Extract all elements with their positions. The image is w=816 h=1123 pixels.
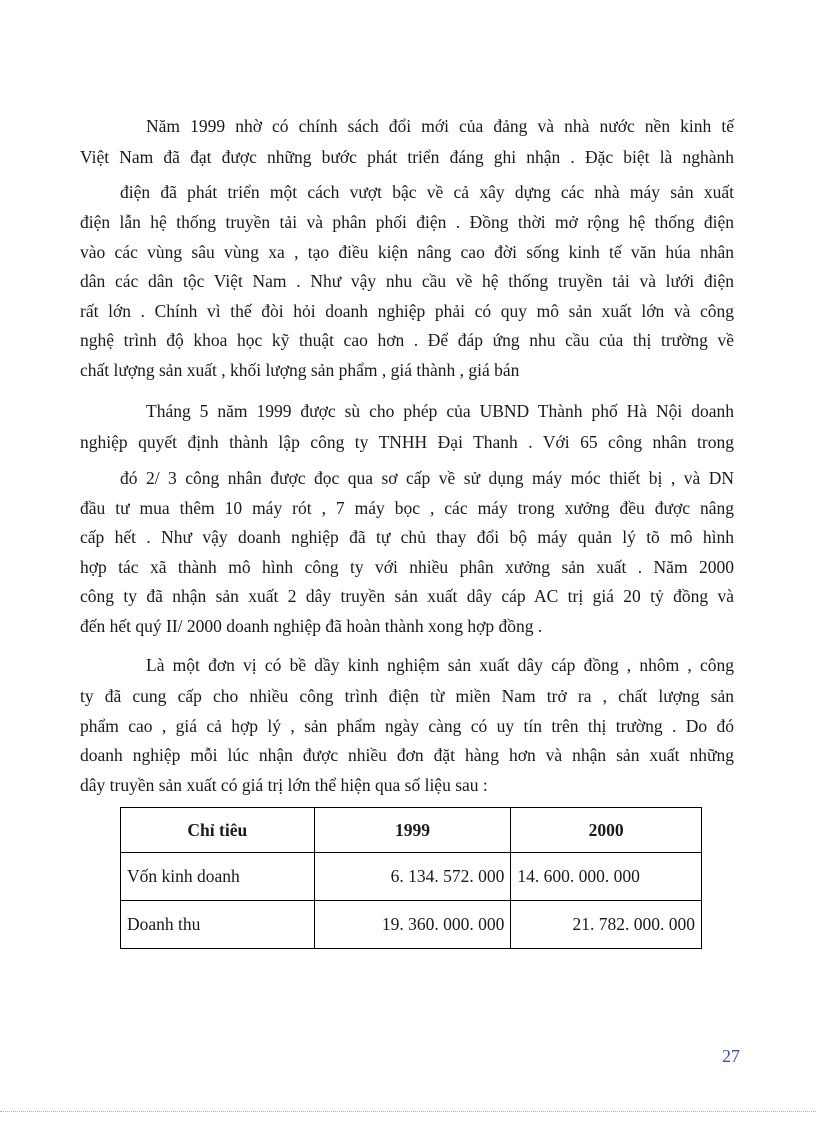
column-header: 2000 (511, 808, 702, 853)
page-number: 27 (722, 1046, 740, 1066)
table-cell: 19. 360. 000. 000 (314, 901, 511, 949)
text-line: điện lẫn hệ thống truyền tải và phân phối điện . Đồng thời mở rộng hệ thống điện (80, 212, 734, 232)
text-line: hợp tác xã thành mô hình công ty với nhiều phân xưởng sản xuất . Năm 2000 (80, 557, 734, 577)
column-header: Chỉ tiêu (121, 808, 315, 853)
text-line: cấp hết . Như vậy doanh nghiệp đã tự chủ thay đổi bộ máy quản lý tõ mô hình (80, 527, 734, 547)
table-cell: 21. 782. 000. 000 (511, 901, 702, 949)
text-line: đầu tư mua thêm 10 máy rót , 7 máy bọc , các máy trong xưởng đều được nâng (80, 498, 734, 518)
text-line: nghệ trình độ khoa học kỹ thuật cao hơn . Để đáp ứng nhu cầu của thị trường về (80, 330, 734, 350)
table-row (121, 901, 702, 949)
text-line: điện đã phát triển một cách vượt bậc về cả xây dựng các nhà máy sản xuất (120, 182, 734, 202)
table-cell: 14. 600. 000. 000 (511, 853, 702, 901)
table-cell: Vốn kinh doanh (121, 853, 315, 901)
text-line: công ty đã nhận sản xuất 2 dây truyền sản xuất dây cáp AC trị giá 20 tỷ đồng và (80, 586, 734, 606)
text-line: Năm 1999 nhờ có chính sách đổi mới của đảng và nhà nước nền kinh tế (146, 116, 734, 136)
footer-divider (0, 1111, 816, 1112)
text-line: dây truyền sản xuất có giá trị lớn thể hiện qua số liệu sau : (80, 775, 488, 795)
table-cell: 6. 134. 572. 000 (314, 853, 511, 901)
text-line: dân các dân tộc Việt Nam . Như vậy nhu cầu về hệ thống truyền tải và lưới điện (80, 271, 734, 291)
text-line: nghiệp quyết định thành lập công ty TNHH Đại Thanh . Với 65 công nhân trong (80, 432, 734, 452)
text-line: phẩm cao , giá cả hợp lý , sản phẩm ngày càng có uy tín trên thị trường . Do đó (80, 716, 734, 736)
text-line: vào các vùng sâu vùng xa , tạo điều kiện nâng cao đời sống kinh tế văn húa nhân (80, 242, 734, 262)
text-line: ty đã cung cấp cho nhiều công trình điện từ miền Nam trở ra , chất lượng sản (80, 686, 734, 706)
table-row (121, 853, 702, 901)
text-line: doanh nghiệp mỗi lúc nhận được nhiều đơn đặt hàng hơn và nhận sản xuất những (80, 745, 734, 765)
text-line: Là một đơn vị có bề dầy kinh nghiệm sản xuất dây cáp đồng , nhôm , công (146, 655, 734, 675)
table-cell: Doanh thu (121, 901, 315, 949)
data-table (120, 807, 702, 949)
column-header: 1999 (314, 808, 511, 853)
text-line: đó 2/ 3 công nhân được đọc qua sơ cấp về sử dụng máy móc thiết bị , và DN (120, 468, 734, 488)
text-line: chất lượng sản xuất , khối lượng sản phẩm , giá thành , giá bán (80, 360, 520, 380)
text-line: đến hết quý II/ 2000 doanh nghiệp đã hoàn thành xong hợp đồng . (80, 616, 543, 636)
text-line: Tháng 5 năm 1999 được sù cho phép của UBND Thành phố Hà Nội doanh (146, 401, 734, 421)
table-header-row (121, 808, 702, 853)
text-line: Việt Nam đã đạt được những bước phát triển đáng ghi nhận . Đặc biệt là nghành (80, 147, 734, 167)
text-line: rất lớn . Chính vì thế đòi hỏi doanh nghiệp phải có quy mô sản xuất lớn và công (80, 301, 734, 321)
